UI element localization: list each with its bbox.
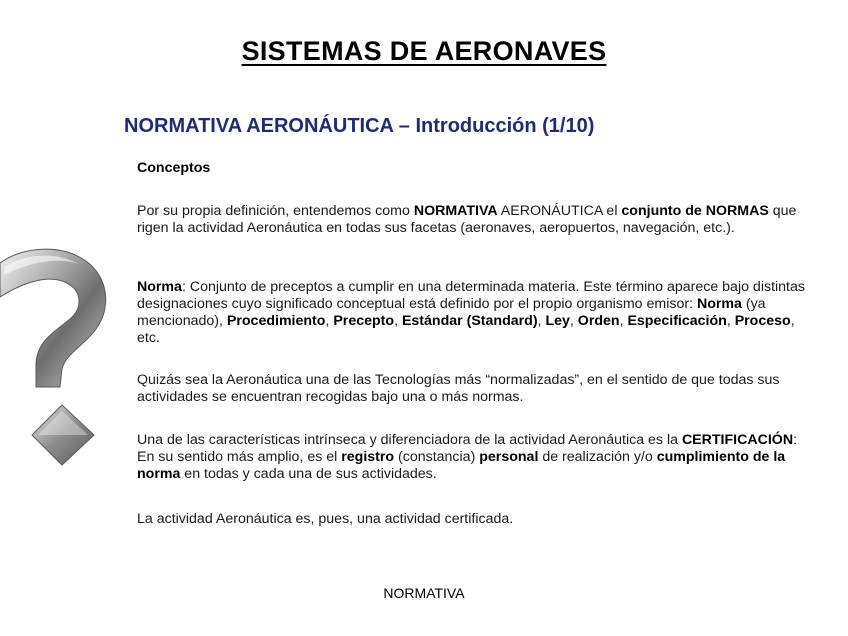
- paragraph-certificacion: Una de las características intrínseca y diferenciadora de la actividad Aeronáutica es la CERTIFICACIÓN: En su sentido más amplio, es el registro (constancia) personal de realización y/o cumplimiento de la norma en todas y cada una de sus actividades.: [137, 432, 798, 482]
- paragraph-normalizadas: Quizás sea la Aeronáutica una de las Tecnologías más “normalizadas”, en el sentido de que todas sus actividades se encuentran recogidas bajo una o más normas.: [137, 372, 780, 405]
- section-heading: Conceptos: [137, 160, 211, 176]
- paragraph-norma: Norma: Conjunto de preceptos a cumplir en una determinada materia. Este término aparece bajo distintas designaciones cuyo significado conceptual está definido por el propio organismo emisor: Norma (ya mencionado), Procedimiento, Precepto, Estándar (Standard), Ley, Orden, Especificación, Proceso, etc.: [137, 279, 805, 346]
- paragraph-definition: Por su propia definición, entendemos como NORMATIVA AERONÁUTICA el conjunto de NORMAS que rigen la actividad Aeronáutica en todas sus facetas (aeronaves, aeropuertos, navegación, etc.).: [137, 203, 797, 236]
- page-footer: NORMATIVA: [383, 585, 465, 601]
- page-title: SISTEMAS DE AERONAVES: [241, 36, 607, 66]
- paragraph-conclusion: La actividad Aeronáutica es, pues, una actividad certificada.: [137, 511, 514, 527]
- question-mark-icon: [0, 245, 112, 475]
- slide-subtitle: NORMATIVA AERONÁUTICA – Introducción (1/10): [124, 115, 595, 137]
